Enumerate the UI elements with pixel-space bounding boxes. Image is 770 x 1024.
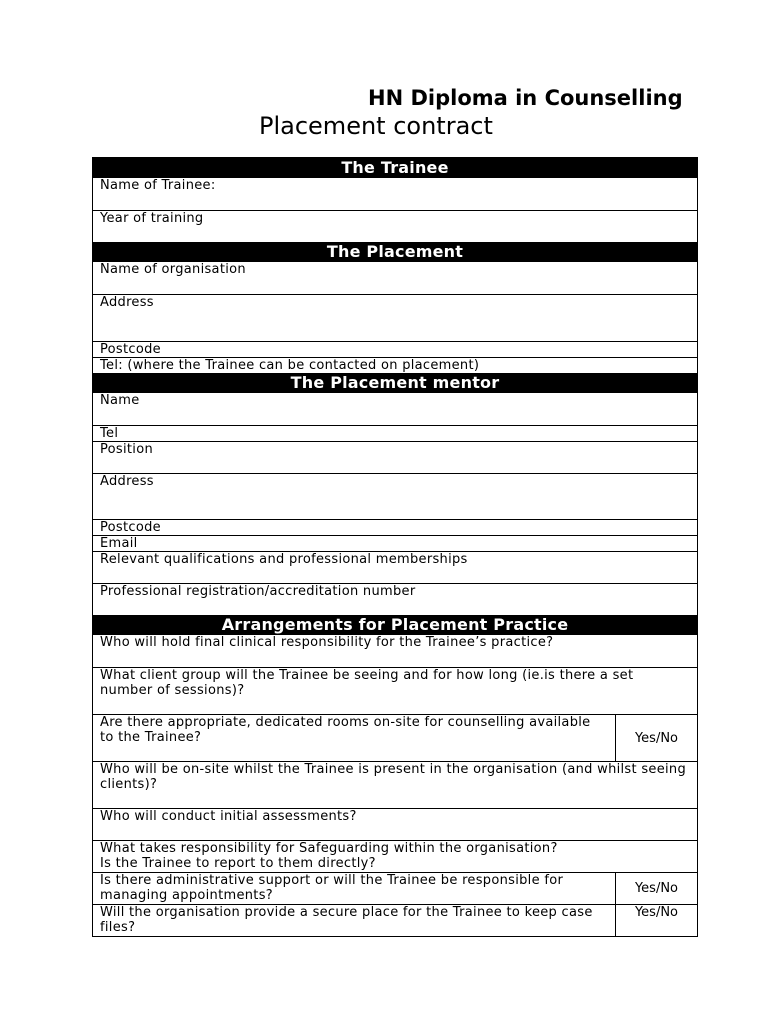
placement-tel-label: Tel: (where the Trainee can be contacted on placement)	[100, 358, 480, 373]
case-files-yes-no[interactable]: Yes/No	[615, 905, 697, 936]
mentor-registration-label: Professional registration/accreditation number	[100, 584, 416, 599]
organisation-name-label: Name of organisation	[100, 262, 246, 277]
trainee-name-label: Name of Trainee:	[100, 178, 216, 193]
mentor-postcode-label: Postcode	[100, 520, 161, 535]
document-title: HN Diploma in Counselling	[368, 86, 683, 110]
assessments-field[interactable]	[93, 808, 697, 840]
section-heading-placement: The Placement	[93, 242, 697, 262]
client-group-question: What client group will the Trainee be seeing and for how long (ie.is there a set number of sessions)?	[100, 668, 634, 698]
safeguarding-question: What takes responsibility for Safeguarding within the organisation? Is the Trainee to report to them directly?	[100, 841, 558, 871]
placement-postcode-field[interactable]	[93, 341, 697, 357]
mentor-email-field[interactable]	[93, 535, 697, 551]
client-group-field[interactable]	[93, 667, 697, 714]
mentor-registration-field[interactable]	[93, 583, 697, 615]
document-subtitle: Placement contract	[259, 112, 493, 140]
organisation-name-field[interactable]	[93, 262, 697, 294]
clinical-responsibility-field[interactable]	[93, 635, 697, 667]
placement-address-label: Address	[100, 295, 154, 310]
rooms-yes-no[interactable]: Yes/No	[615, 715, 697, 761]
section-heading-mentor: The Placement mentor	[93, 373, 697, 393]
placement-address-field[interactable]	[93, 294, 697, 341]
placement-postcode-label: Postcode	[100, 342, 161, 357]
case-files-field	[93, 904, 697, 936]
trainee-year-label: Year of training	[100, 211, 204, 226]
rooms-question: Are there appropriate, dedicated rooms on-site for counselling available to the Trainee?	[100, 715, 591, 745]
mentor-address-label: Address	[100, 474, 154, 489]
mentor-tel-label: Tel	[100, 426, 119, 441]
assessments-question: Who will conduct initial assessments?	[100, 809, 357, 824]
section-heading-arrangements: Arrangements for Placement Practice	[93, 615, 697, 635]
mentor-position-label: Position	[100, 442, 154, 457]
mentor-email-label: Email	[100, 536, 138, 551]
case-files-question: Will the organisation provide a secure place for the Trainee to keep case files?	[100, 905, 593, 935]
mentor-tel-field[interactable]	[93, 425, 697, 441]
onsite-staff-question: Who will be on-site whilst the Trainee is present in the organisation (and whilst seeing clients)?	[100, 762, 687, 792]
mentor-name-label: Name	[100, 393, 140, 408]
mentor-position-field[interactable]	[93, 441, 697, 473]
mentor-postcode-field[interactable]	[93, 519, 697, 535]
mentor-name-field[interactable]	[93, 393, 697, 425]
admin-support-field	[93, 872, 697, 904]
trainee-year-field[interactable]	[93, 210, 697, 242]
admin-support-question: Is there administrative support or will the Trainee be responsible for managing appointments?	[100, 873, 564, 903]
trainee-name-field[interactable]	[93, 178, 697, 210]
mentor-qualifications-label: Relevant qualifications and professional memberships	[100, 552, 468, 567]
mentor-qualifications-field[interactable]	[93, 551, 697, 583]
admin-support-yes-no[interactable]: Yes/No	[615, 873, 697, 904]
safeguarding-field[interactable]	[93, 840, 697, 872]
placement-tel-field[interactable]	[93, 357, 697, 373]
rooms-field	[93, 714, 697, 761]
onsite-staff-field[interactable]	[93, 761, 697, 808]
section-heading-trainee: The Trainee	[93, 158, 697, 178]
placement-contract-form	[92, 157, 698, 937]
mentor-address-field[interactable]	[93, 473, 697, 519]
clinical-responsibility-question: Who will hold final clinical responsibility for the Trainee’s practice?	[100, 635, 554, 650]
